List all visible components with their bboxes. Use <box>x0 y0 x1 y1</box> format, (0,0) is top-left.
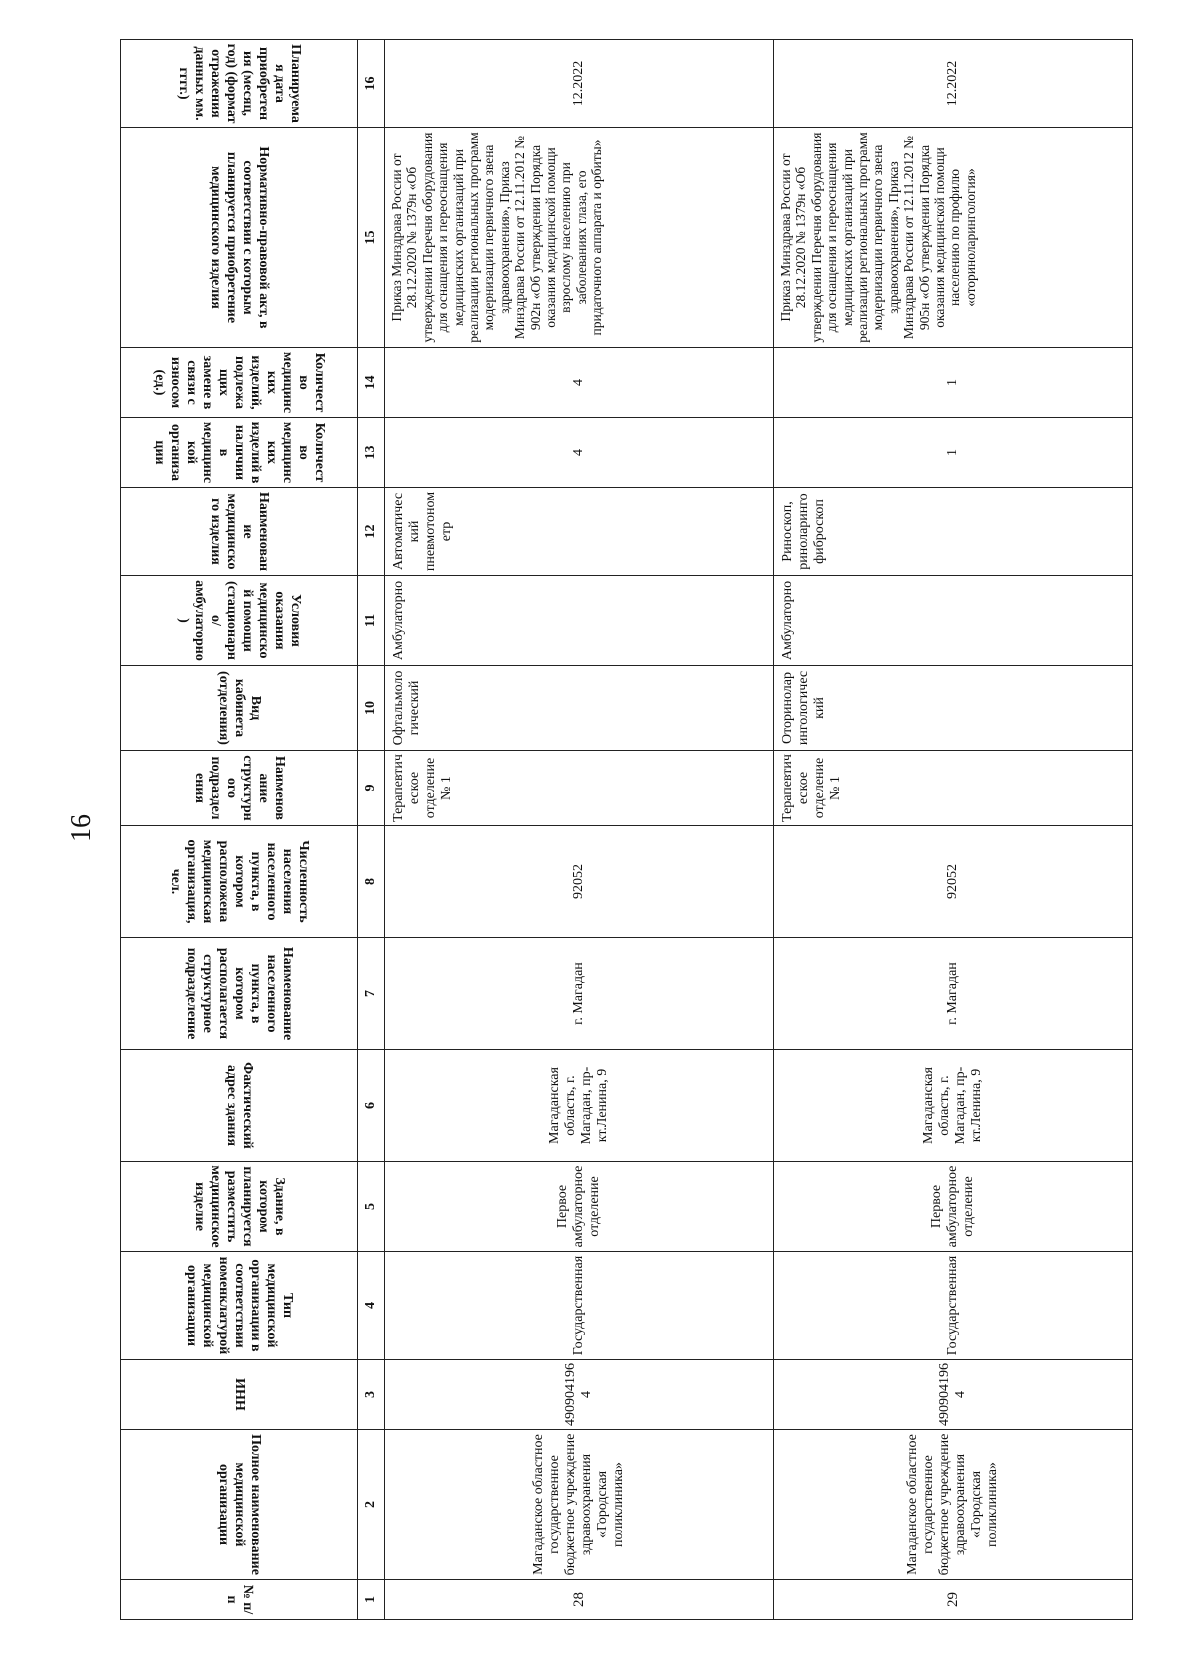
header-cell: Фактический адрес здания <box>121 1050 358 1162</box>
building-cell: Первое амбулаторное отделение <box>385 1162 774 1252</box>
column-number: 10 <box>358 666 385 751</box>
qty-replace-cell: 1 <box>774 348 1133 418</box>
org-name-cell: Магаданское областное государственное бюджетное учреждение здравоохранения «Городская поликлиника» <box>774 1430 1133 1580</box>
header-row <box>121 40 358 1620</box>
column-number: 2 <box>358 1430 385 1580</box>
column-number: 14 <box>358 348 385 418</box>
row-number: 29 <box>774 1580 1133 1620</box>
header-cell: Полное наименование медицинской организации <box>121 1430 358 1580</box>
header-cell: Планируемая дата приобретения (месяц, год) (формат отражения данных мм. гггг.) <box>121 40 358 128</box>
law-cell: Приказ Минздрава России от 28.12.2020 № 1379н «Об утверждении Перечня оборудования для оснащения и переоснащения медицинских организаций при реализации региональных программ модернизации первичного звена здравоохранения», Приказ Минздрава России от 12.11.2012 № 905н «Об утверждении Порядка оказания медицинской помощи населению по профилю «оториноларингология» <box>774 128 1133 348</box>
column-number: 6 <box>358 1050 385 1162</box>
header-cell: Численность населения населенного пункта, в котором расположена медицинская организация, чел. <box>121 826 358 938</box>
conditions-cell: Амбулаторно <box>385 576 774 666</box>
date-cell: 12.2022 <box>774 40 1133 128</box>
header-cell: Тип медицинской организации в соответствии номенклатурой медицинской организации <box>121 1252 358 1360</box>
row-number: 28 <box>385 1580 774 1620</box>
column-number: 1 <box>358 1580 385 1620</box>
equipment-table <box>120 39 1133 1620</box>
header-cell: Наименование структурного подразделения <box>121 751 358 826</box>
table-row <box>385 40 774 1620</box>
org-name-cell: Магаданское областное государственное бюджетное учреждение здравоохранения «Городская поликлиника» <box>385 1430 774 1580</box>
locality-cell: г. Магадан <box>774 938 1133 1050</box>
column-number: 8 <box>358 826 385 938</box>
building-cell: Первое амбулаторное отделение <box>774 1162 1133 1252</box>
column-number: 9 <box>358 751 385 826</box>
rotated-table-wrapper <box>120 40 1200 1620</box>
org-type-cell: Государственная <box>774 1252 1133 1360</box>
column-number: 13 <box>358 418 385 488</box>
address-cell: Магаданская область, г. Магадан, пр-кт.Ленина, 9 <box>385 1050 774 1162</box>
device-cell: Риноскоп, риноларингофиброскоп <box>774 488 1133 576</box>
column-number: 12 <box>358 488 385 576</box>
qty-have-cell: 1 <box>774 418 1133 488</box>
column-number: 3 <box>358 1360 385 1430</box>
population-cell: 92052 <box>385 826 774 938</box>
cabinet-cell: Офтальмологический <box>385 666 774 751</box>
device-cell: Автоматический пневмотонометр <box>385 488 774 576</box>
column-number: 4 <box>358 1252 385 1360</box>
qty-have-cell: 4 <box>385 418 774 488</box>
unit-cell: Терапевтическое отделение № 1 <box>774 751 1133 826</box>
population-cell: 92052 <box>774 826 1133 938</box>
qty-replace-cell: 4 <box>385 348 774 418</box>
unit-cell: Терапевтическое отделение № 1 <box>385 751 774 826</box>
column-number: 16 <box>358 40 385 128</box>
locality-cell: г. Магадан <box>385 938 774 1050</box>
address-cell: Магаданская область, г. Магадан, пр-кт.Ленина, 9 <box>774 1050 1133 1162</box>
table-row <box>774 40 1133 1620</box>
header-cell: Количество медицинских изделий в наличии в медицинской организации <box>121 418 358 488</box>
conditions-cell: Амбулаторно <box>774 576 1133 666</box>
column-number-row <box>358 40 385 1620</box>
law-cell: Приказ Минздрава России от 28.12.2020 № 1379н «Об утверждении Перечня оборудования для оснащения и переоснащения медицинских организаций при реализации региональных программ модернизации первичного звена здравоохранения», Приказ Минздрава России от 12.11.2012 № 902н «Об утверждении Порядка оказания медицинской помощи взрослому населению при заболеваниях глаза, его придаточного аппарата и орбиты» <box>385 128 774 348</box>
page-number: 16 <box>66 814 97 842</box>
org-type-cell: Государственная <box>385 1252 774 1360</box>
header-cell: Вид кабинета (отделения) <box>121 666 358 751</box>
inn-cell: 4909041964 <box>385 1360 774 1430</box>
header-cell: Условия оказания медицинской помощи (стационарно/ амбулаторно) <box>121 576 358 666</box>
column-number: 15 <box>358 128 385 348</box>
header-cell: Количество медицинских изделий, подлежащих замене в связи с износом (ед.) <box>121 348 358 418</box>
column-number: 5 <box>358 1162 385 1252</box>
cabinet-cell: Оториноларингологический <box>774 666 1133 751</box>
header-cell: Здание, в котором планируется разместить медицинское изделие <box>121 1162 358 1252</box>
inn-cell: 4909041964 <box>774 1360 1133 1430</box>
header-cell: ИНН <box>121 1360 358 1430</box>
header-cell: № п/п <box>121 1580 358 1620</box>
column-number: 11 <box>358 576 385 666</box>
column-number: 7 <box>358 938 385 1050</box>
header-cell: Наименование населенного пункта, в котором располагается структурное подразделение <box>121 938 358 1050</box>
header-cell: Наименование медицинского изделия <box>121 488 358 576</box>
date-cell: 12.2022 <box>385 40 774 128</box>
header-cell: Нормативно-правовой акт, в соответствии с которым планируется приобретение медицинского изделия <box>121 128 358 348</box>
